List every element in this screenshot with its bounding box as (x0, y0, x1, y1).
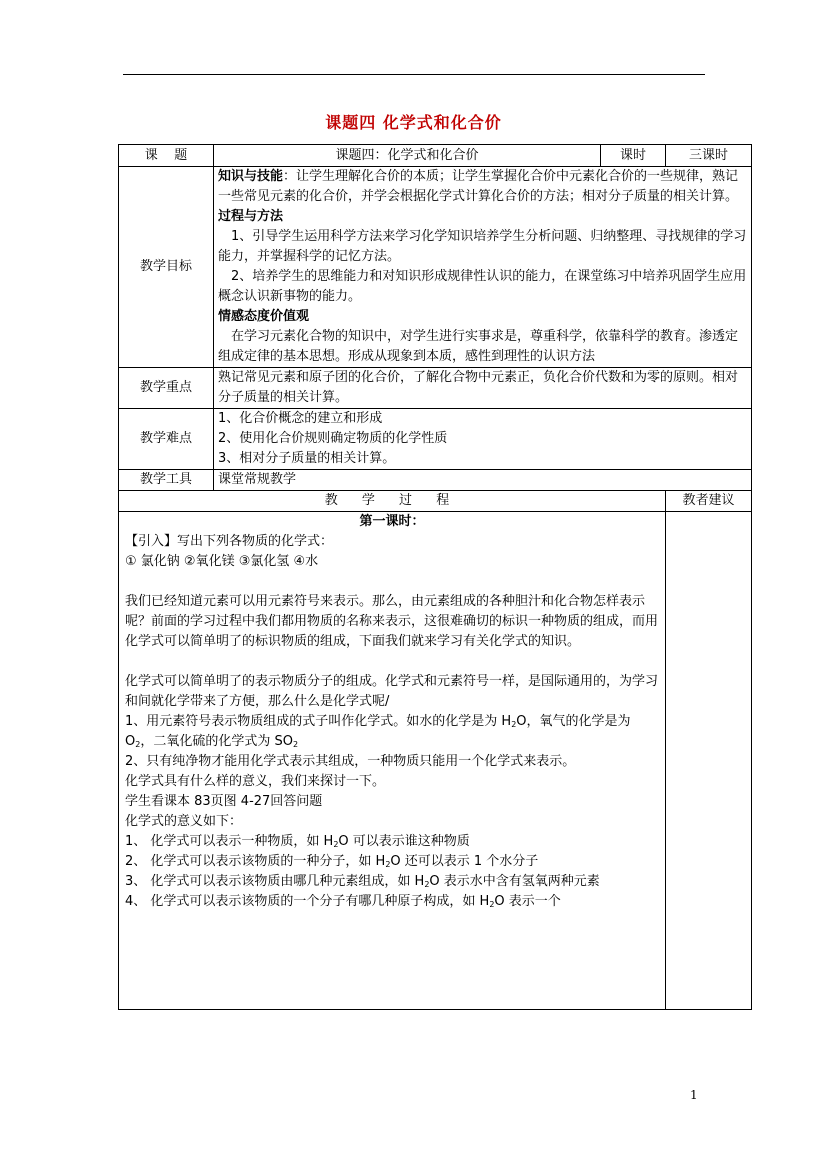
key-points-label: 教学重点 (119, 368, 214, 409)
difficulty-item: 3、相对分子质量的相关计算。 (218, 451, 396, 466)
attitude-text: 在学习元素化合物的知识中，对学生进行实事求是，尊重科学，依靠科学的教育。渗透定组成定律的基本思想。形成从现象到本质，感性到理性的认识方法 (218, 329, 739, 364)
meaning-item-1 (125, 832, 659, 852)
paragraph-1: 我们已经知道元素可以用元素符号来表示。那么，由元素组成的各种胆汁和化合物怎样表示呢？前面的学习过程中我们都用物质的名称来表示，这很难确切的标识一种物质的组成，而用化学式可以简单明了的标识物质的组成，下面我们就来学习有关化学式的知识。 (125, 594, 659, 649)
meaning-text: O 可以表示谁这种物质 (338, 834, 470, 849)
meaning-item-4 (125, 892, 659, 912)
tools-text: 课堂常规教学 (214, 470, 752, 491)
first-lesson-heading: 第一课时： (359, 514, 425, 529)
header-rule (123, 74, 705, 75)
row-subject (119, 145, 752, 167)
subscript: 2 (333, 840, 339, 849)
spacer (125, 652, 659, 672)
row-difficulties (119, 409, 752, 470)
meaning-question: 化学式具有什么样的意义，我们来探讨一下。 (125, 774, 386, 789)
definition-2: 2、只有纯净物才能用化学式表示其组成，一种物质只能用一个化学式来表示。 (125, 754, 576, 769)
attitude-heading: 情感态度价值观 (218, 309, 310, 324)
meaning-item-3 (125, 872, 659, 892)
meaning-text: 2、 化学式可以表示该物质的一种分子，如 H (125, 854, 386, 869)
difficulties-content (214, 409, 752, 470)
meaning-text: 3、 化学式可以表示该物质由哪几种元素组成，如 H (125, 874, 425, 889)
meaning-item-2 (125, 852, 659, 872)
meaning-intro: 化学式的意义如下： (125, 814, 243, 829)
document-title: 课题四 化学式和化合价 (325, 113, 502, 132)
meaning-text: O 还可以表示 1 个水分子 (390, 854, 539, 869)
difficulty-item: 2、使用化合价规则确定物质的化学性质 (218, 431, 448, 446)
subscript: 2 (489, 900, 495, 909)
subscript: 2 (135, 740, 141, 749)
objectives-label: 教学目标 (119, 167, 214, 368)
row-objectives (119, 167, 752, 368)
hours-label: 课时 (601, 145, 666, 167)
textbook-reference: 学生看课本 83页图 4-27回答问题 (125, 794, 323, 809)
process-heading: 过程与方法 (218, 209, 284, 224)
process-item-1: 1、引导学生运用科学方法来学习化学知识培养学生分析问题、归纳整理、寻找规律的学习 能力，并掌握科学的记忆方法。 (218, 229, 747, 264)
knowledge-text: ：让学生理解化合价的本质；让学生掌握化合价中元素化合价的一些规律，熟记一些常见元素的化合价，并学会根据化学式计算化合价的方法；相对分子质量的相关计算。 (218, 169, 739, 204)
row-process-body (119, 512, 752, 1010)
subscript: 2 (424, 880, 430, 889)
subscript: 2 (511, 720, 517, 729)
hours-value: 三课时 (666, 145, 752, 167)
subscript: 2 (385, 860, 391, 869)
tools-label: 教学工具 (119, 470, 214, 491)
process-header-left: 教 学 过 程 (119, 491, 666, 512)
def1-text-b: O，氧气的化学是为 O (125, 714, 631, 749)
definition-1 (125, 712, 659, 752)
difficulties-label: 教学难点 (119, 409, 214, 470)
meaning-text: 1、 化学式可以表示一种物质，如 H (125, 834, 334, 849)
meaning-text: O 表示水中含有氢氧两种元素 (429, 874, 600, 889)
subject-value: 课题四：化学式和化合价 (214, 145, 601, 167)
spacer (125, 572, 659, 592)
teacher-suggestions-cell (666, 512, 752, 1010)
page-number: 1 (690, 1088, 698, 1102)
objectives-content (214, 167, 752, 368)
subscript: 2 (292, 740, 299, 749)
def1-text-a: 1、用元素符号表示物质组成的式子叫作化学式。如水的化学是为 H (125, 714, 512, 729)
lesson-plan-table (118, 144, 752, 1010)
substances-line: ① 氯化钠 ②氧化镁 ③氯化氢 ④水 (125, 554, 319, 569)
paragraph-2: 化学式可以简单明了的表示物质分子的组成。化学式和元素符号一样，是国际通用的，为学习和间就化学带来了方便，那么什么是化学式呢/ (125, 674, 659, 709)
process-header-right: 教者建议 (666, 491, 752, 512)
intro-line: 【引入】写出下列各物质的化学式： (125, 534, 334, 549)
meaning-text: O 表示一个 (494, 894, 561, 909)
row-key-points (119, 368, 752, 409)
difficulty-item: 1、化合价概念的建立和形成 (218, 411, 383, 426)
def1-text-c: ，二氧化硫的化学式为 SO (140, 734, 293, 749)
subject-label: 课 题 (119, 145, 214, 167)
key-points-text: 熟记常见元素和原子团的化合价，了解化合物中元素正，负化合价代数和为零的原则。相对分子质量的相关计算。 (214, 368, 752, 409)
row-tools (119, 470, 752, 491)
row-process-header (119, 491, 752, 512)
process-content (119, 512, 666, 1010)
process-item-2: 2、培养学生的思维能力和对知识形成规律性认识的能力，在课堂练习中培养巩固学生应用概念认识新事物的能力。 (218, 269, 747, 304)
meaning-text: 4、 化学式可以表示该物质的一个分子有哪几种原子构成，如 H (125, 894, 490, 909)
knowledge-heading: 知识与技能 (218, 169, 284, 184)
